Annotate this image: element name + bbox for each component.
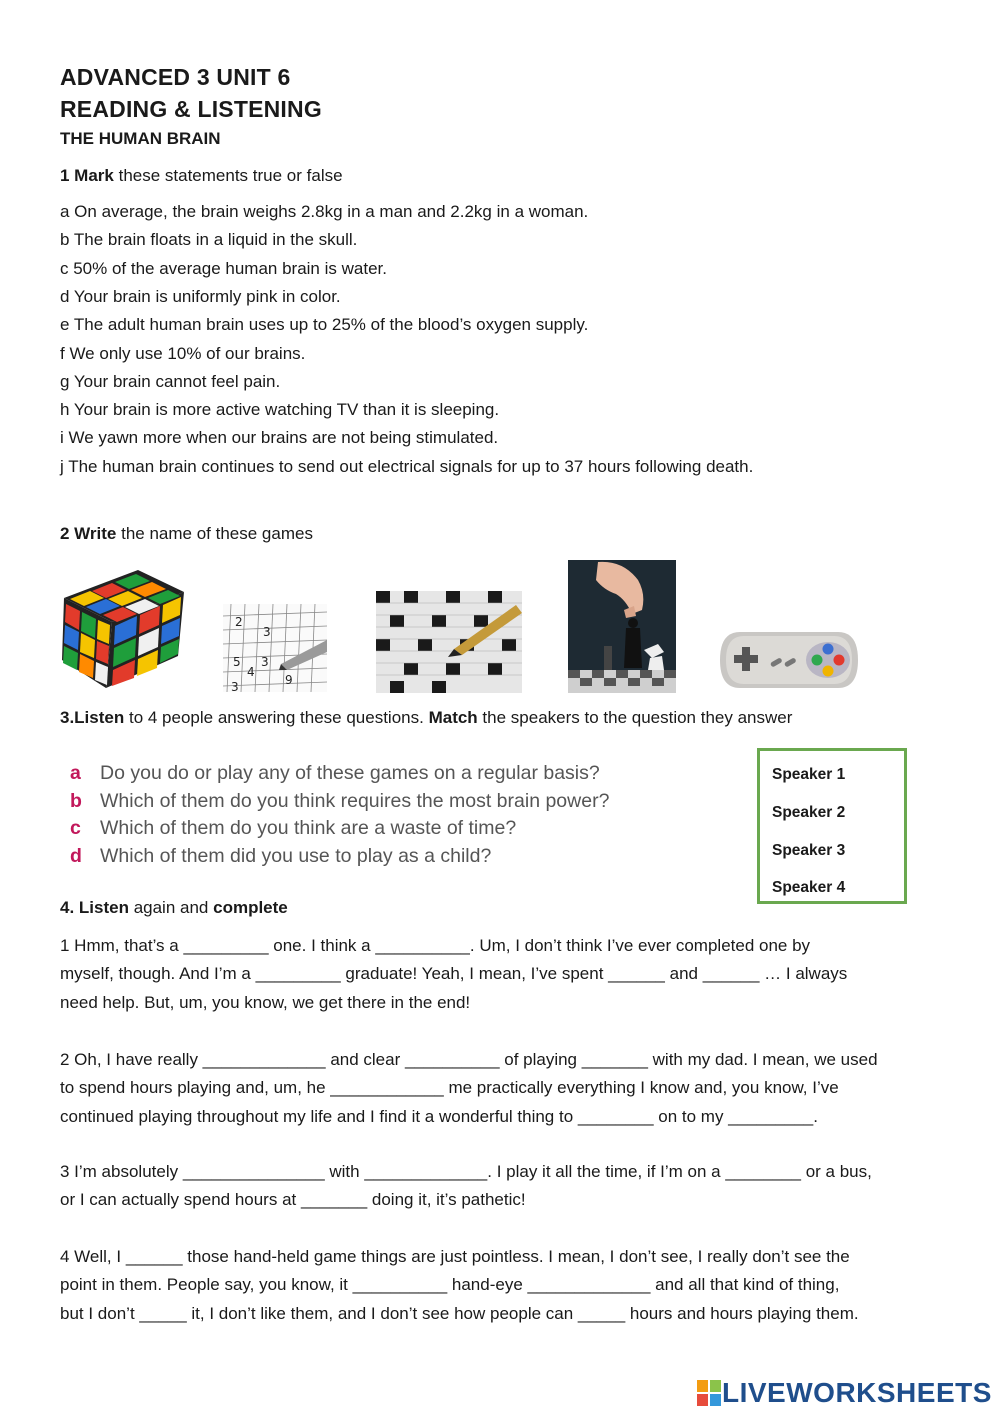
section1-instruction <box>60 162 343 190</box>
section3-label: 3.Listen <box>60 708 125 727</box>
svg-text:3: 3 <box>261 655 269 669</box>
statement-item: g Your brain cannot feel pain. <box>60 371 281 391</box>
statement-item: b The brain floats in a liquid in the skull. <box>60 230 358 250</box>
paragraph-line: continued playing throughout my life and I find it a wonderful thing to ________ on to my _________. <box>60 1106 818 1126</box>
statement-item: f We only use 10% of our brains. <box>60 343 306 363</box>
statement-item: e The adult human brain uses up to 25% of the blood’s oxygen supply. <box>60 315 589 335</box>
question-text: Which of them do you think requires the most brain power? <box>100 789 610 812</box>
section4-label-2: complete <box>213 898 288 917</box>
statement-item: c 50% of the average human brain is water. <box>60 258 387 278</box>
statement-item: d Your brain is uniformly pink in color. <box>60 286 341 306</box>
speaker-label: Speaker 2 <box>772 803 846 821</box>
svg-text:2: 2 <box>235 615 243 629</box>
section1-label: 1 Mark <box>60 166 114 185</box>
liveworksheets-logo: LIVEWORKSHEETS <box>722 1377 992 1408</box>
question-item <box>70 845 491 868</box>
question-item <box>70 762 600 785</box>
answer-paragraph <box>60 1158 950 1215</box>
section1-text: these statements true or false <box>113 166 343 185</box>
section3-label-2: Match <box>428 708 478 727</box>
question-text: Do you do or play any of these games on a regular basis? <box>100 762 600 784</box>
svg-text:9: 9 <box>285 673 293 687</box>
paragraph-line: point in them. People say, you know, it __________ hand-eye _____________ and all that kind of thing, <box>60 1275 840 1295</box>
section3-text-2: the speakers to the question they answer <box>477 708 793 727</box>
answer-paragraph <box>60 1046 950 1131</box>
speaker-label: Speaker 3 <box>772 841 846 859</box>
speaker-label: Speaker 4 <box>772 879 846 897</box>
crossword-image <box>376 591 522 693</box>
section2-instruction <box>60 520 313 548</box>
statement-item: h Your brain is more active watching TV than it is sleeping. <box>60 400 500 420</box>
question-item <box>70 790 609 813</box>
section2-text: the name of these games <box>116 524 313 543</box>
svg-text:3: 3 <box>231 680 239 692</box>
answer-paragraph <box>60 932 950 1017</box>
paragraph-line: 4 Well, I ______ those hand-held game things are just pointless. I mean, I don’t see, I really don’t see the <box>60 1247 850 1266</box>
paragraph-line: 2 Oh, I have really _____________ and clear __________ of playing _______ with my dad. I mean, we used <box>60 1050 878 1069</box>
paragraph-line: need help. But, um, you know, we get there in the end! <box>60 992 471 1012</box>
paragraph-line: 3 I’m absolutely _______________ with _____________. I play it all the time, if I’m on a ________ or a bus, <box>60 1162 872 1181</box>
svg-text:3: 3 <box>263 625 271 639</box>
topic-heading: THE HUMAN BRAIN <box>60 129 221 148</box>
sudoku-image <box>223 604 327 692</box>
svg-text:4: 4 <box>247 665 255 679</box>
game-controller-image <box>720 628 858 692</box>
section4-text: again and <box>128 898 214 917</box>
page-title: ADVANCED 3 UNIT 6 <box>60 64 291 90</box>
section3-instruction <box>60 704 792 732</box>
answer-paragraph <box>60 1243 950 1328</box>
rubiks-cube-image <box>60 564 188 690</box>
statement-item: a On average, the brain weighs 2.8kg in a man and 2.2kg in a woman. <box>60 202 589 221</box>
liveworksheets-logo-icon <box>697 1380 721 1406</box>
paragraph-line: 1 Hmm, that’s a _________ one. I think a __________. Um, I don’t think I’ve ever completed one by <box>60 936 811 955</box>
question-letter: d <box>70 845 82 868</box>
section4-label: 4. Listen <box>60 898 129 917</box>
section3-text-1: to 4 people answering these questions. <box>124 708 429 727</box>
paragraph-line: or I can actually spend hours at _______ doing it, it’s pathetic! <box>60 1190 526 1210</box>
question-text: Which of them did you use to play as a child? <box>100 845 492 868</box>
paragraph-line: to spend hours playing and, um, he ____________ me practically everything I know and, you know, I’ve <box>60 1078 839 1098</box>
question-letter: c <box>70 817 81 840</box>
section4-instruction <box>60 894 288 922</box>
question-letter: b <box>70 789 82 812</box>
question-text: Which of them do you think are a waste of time? <box>100 817 517 840</box>
page-subtitle: READING & LISTENING <box>60 96 322 122</box>
question-item <box>70 817 516 840</box>
section2-label: 2 Write <box>60 524 117 543</box>
svg-text:5: 5 <box>233 655 241 669</box>
paragraph-line: but I don’t _____ it, I don’t like them, and I don’t see how people can _____ hours and hours playing them. <box>60 1303 859 1323</box>
statement-item: j The human brain continues to send out electrical signals for up to 37 hours following death. <box>60 456 754 476</box>
question-letter: a <box>70 762 81 784</box>
statement-item: i We yawn more when our brains are not being stimulated. <box>60 428 499 448</box>
speaker-label: Speaker 1 <box>772 766 846 783</box>
paragraph-line: myself, though. And I’m a _________ graduate! Yeah, I mean, I’ve spent ______ and ______ … I always <box>60 964 848 984</box>
chess-image <box>568 560 676 693</box>
